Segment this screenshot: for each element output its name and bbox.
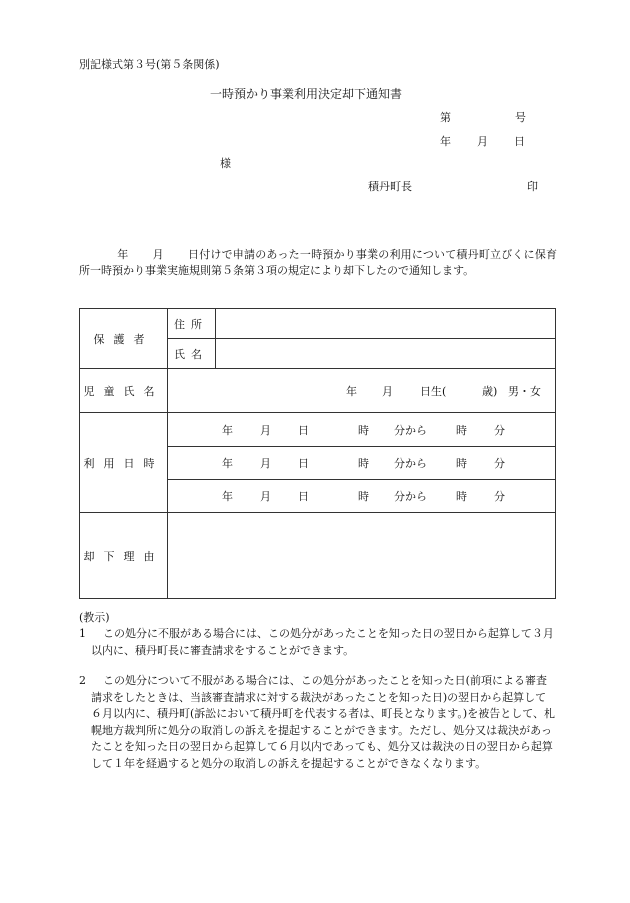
- usage-year: 年: [222, 423, 233, 437]
- usage-month: 月: [260, 490, 271, 503]
- rejection-reason-field[interactable]: [168, 513, 556, 599]
- usage-hour: 時: [358, 490, 369, 503]
- date-day: 日: [514, 135, 525, 148]
- usage-hour-end: 時: [456, 457, 467, 470]
- guardian-address-label: 住所: [168, 309, 216, 339]
- usage-year: 年: [222, 457, 233, 470]
- usage-hour-end: 時: [456, 490, 467, 503]
- usage-minute-end: 分: [494, 423, 505, 437]
- instruction-number: 2: [79, 674, 86, 687]
- guardian-label: 保護者: [80, 309, 168, 369]
- usage-day: 日: [298, 490, 309, 503]
- doc-no-dai: 第: [440, 111, 451, 124]
- sender-name: 積丹町長: [368, 180, 412, 193]
- usage-datetime-row[interactable]: [168, 413, 556, 447]
- usage-minute-from: 分から: [394, 490, 427, 503]
- instruction-text: この処分に不服がある場合には、この処分があったことを知った日の翌日から起算して３月以内に、積丹町長に審査請求をすることができます。: [91, 627, 554, 657]
- child-name-field[interactable]: [168, 369, 556, 413]
- usage-minute-end: 分: [494, 457, 505, 470]
- form-table: [79, 308, 556, 599]
- addressee-suffix: 様: [220, 157, 231, 170]
- usage-hour: 時: [358, 457, 369, 470]
- instruction-item: [79, 626, 557, 659]
- usage-hour: 時: [358, 423, 369, 437]
- guardian-address-field[interactable]: [216, 309, 556, 339]
- instruction-item: [79, 673, 557, 772]
- guardian-name-field[interactable]: [216, 339, 556, 369]
- usage-year: 年: [222, 490, 233, 503]
- instruction-text: この処分について不服がある場合には、この処分があったことを知った日(前項による審査請求をしたときは、当該審査請求に対する裁決があったことを知った日)の翌日から起算して６月以内に、積丹町(訴訟において積丹町を代表する者は、町長となります。)を被告として、札幌地方裁判所に処分の取消しの訴えを提起することができます。ただし、処分又は裁決があったことを知った日の翌日から起算して６月以内であっても、処分又は裁決の日の翌日から起算して１年を経過すると処分の取消しの訴えを提起することができなくなります。: [91, 674, 555, 770]
- sex-options: 男・女: [508, 384, 541, 398]
- birth-day-label: 日生(: [420, 384, 447, 398]
- birth-month-label: 月: [382, 384, 393, 398]
- usage-datetime-row[interactable]: [168, 447, 556, 480]
- usage-month: 月: [260, 457, 271, 470]
- usage-hour-end: 時: [456, 423, 467, 437]
- usage-day: 日: [298, 423, 309, 437]
- usage-datetime-label: 利用日時: [80, 413, 168, 513]
- form-label: 別記様式第３号(第５条関係): [79, 58, 220, 71]
- document-title: 一時預かり事業利用決定却下通知書: [210, 87, 403, 101]
- usage-datetime-row[interactable]: [168, 480, 556, 513]
- seal-mark: 印: [527, 180, 538, 193]
- age-label: 歳): [482, 384, 498, 398]
- guardian-name-label: 氏名: [168, 339, 216, 369]
- usage-minute-from: 分から: [394, 457, 427, 470]
- usage-month: 月: [260, 423, 271, 437]
- date-year: 年: [440, 135, 451, 148]
- child-name-label: 児童氏名: [80, 369, 168, 413]
- usage-minute-from: 分から: [394, 423, 427, 437]
- rejection-reason-label: 却下理由: [80, 513, 168, 599]
- date-month: 月: [477, 135, 488, 148]
- instruction-number: 1: [79, 627, 86, 640]
- doc-no-go: 号: [515, 111, 526, 124]
- body-paragraph: 年 月 日付けで申請のあった一時預かり事業の利用について積丹町立びくに保育所一時預かり事業実施規則第５条第３項の規定により却下したので通知します。: [79, 248, 558, 277]
- birth-year-label: 年: [346, 384, 357, 398]
- usage-minute-end: 分: [494, 490, 505, 503]
- instructions-heading: (教示): [79, 611, 110, 624]
- usage-day: 日: [298, 457, 309, 470]
